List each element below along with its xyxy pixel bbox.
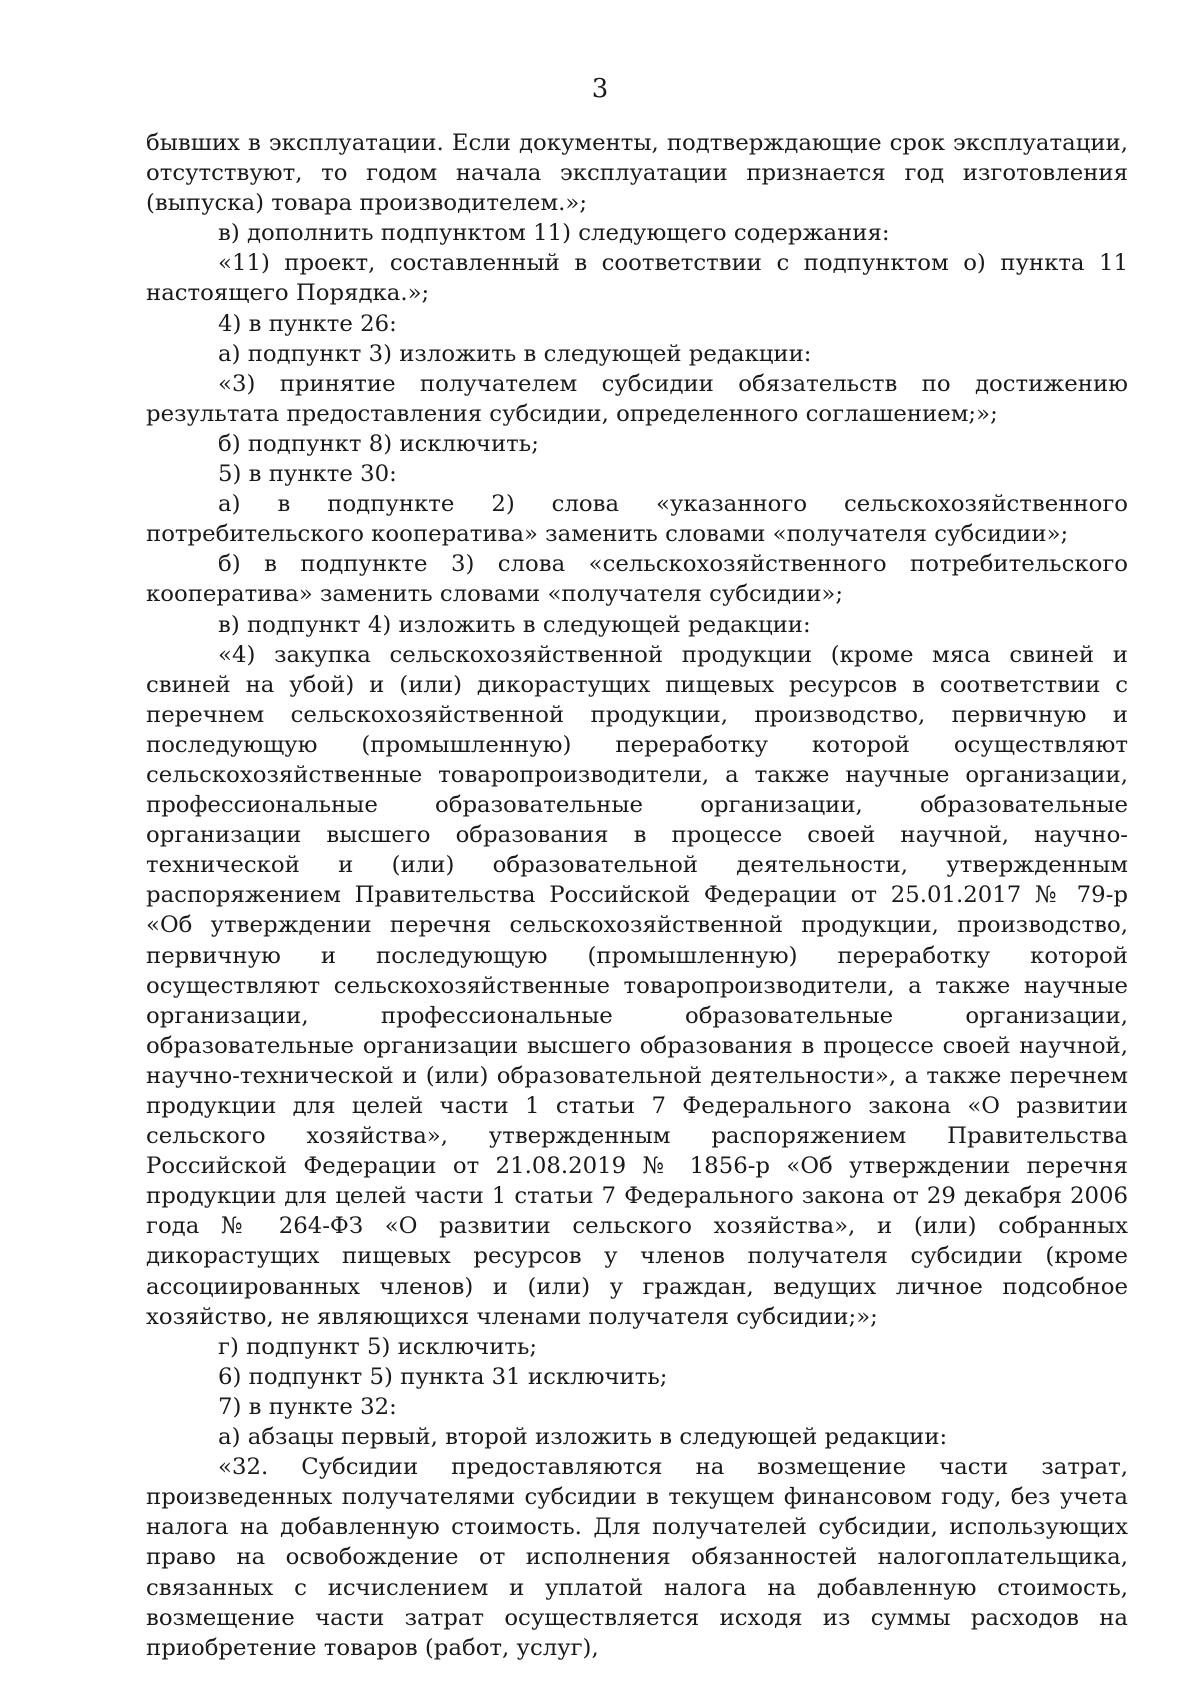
paragraph: 6) подпункт 5) пункта 31 исключить; — [218, 1363, 668, 1390]
paragraph: «11) проект, составленный в соответствии с подпунктом о) пункта 11 настоящего Порядка.»; — [146, 250, 1128, 307]
paragraph: а) в подпункте 2) слова «указанного сельскохозяйственного потребительского кооператива» заменить словами «получателя субсидии»; — [146, 491, 1128, 548]
paragraph: 7) в пункте 32: — [218, 1393, 397, 1420]
paragraph: б) в подпункте 3) слова «сельскохозяйственного потребительского кооператива» заменить словами «получателя субсидии»; — [146, 551, 1128, 608]
paragraph: г) подпункт 5) исключить; — [218, 1333, 538, 1360]
paragraph: «4) закупка сельскохозяйственной продукции (кроме мяса свиней и свиней на убой) и (или) дикорастущих пищевых ресурсов в соответствии с перечнем сельскохозяйственной продукции, производство, первичную и последующую (промышленную) переработку которой осуществляют сельскохозяйственные товаропроизводители, а также научные организации, профессиональные образовательные организации, образовательные организации высшего образования в процессе своей научной, научно-технической и (или) образовательной деятельности, утвержденным распоряжением Правительства Российской Федерации от 25.01.2017 № 79-р «Об утверждении перечня сельскохозяйственной продукции, производство, первичную и последующую (промышленную) переработку которой осуществляют сельскохозяйственные товаропроизводители, а также научные организации, профессиональные образовательные организации, образовательные организации высшего образования в процессе своей научной, научно-технической и (или) образовательной деятельности», а также перечнем продукции для целей части 1 статьи 7 Федерального закона «О развитии сельского хозяйства», утвержденным распоряжением Правительства Российской Федерации от 21.08.2019 № 1856-р «Об утверждении перечня продукции для целей части 1 статьи 7 Федерального закона от 29 декабря 2006 года № 264-ФЗ «О развитии сельского хозяйства», и (или) собранных дикорастущих пищевых ресурсов у членов получателя субсидии (кроме ассоциированных членов) и (или) у граждан, ведущих личное подсобное хозяйство, не являющихся членами получателя субсидии;»; — [146, 641, 1128, 1330]
paragraph: «32. Субсидии предоставляются на возмещение части затрат, произведенных получателями субсидии в текущем финансовом году, без учета налога на добавленную стоимость. Для получателей субсидии, использующих право на освобождение от исполнения обязанностей налогоплательщика, связанных с исчислением и уплатой налога на добавленную стоимость, возмещение части затрат осуществляется исходя из суммы расходов на приобретение товаров (работ, услуг), — [146, 1454, 1128, 1661]
document-body — [146, 128, 1128, 1663]
paragraph: в) дополнить подпунктом 11) следующего содержания: — [218, 220, 890, 247]
paragraph: а) абзацы первый, второй изложить в следующей редакции: — [218, 1424, 948, 1451]
paragraph: б) подпункт 8) исключить; — [218, 430, 539, 457]
paragraph: бывших в эксплуатации. Если документы, подтверждающие срок эксплуатации, отсутствуют, то годом начала эксплуатации признается год изготовления (выпуска) товара производителем.»; — [146, 130, 1128, 217]
page-number: 3 — [591, 74, 609, 104]
paragraph: «3) принятие получателем субсидии обязательств по достижению результата предоставления субсидии, определенного соглашением;»; — [146, 370, 1128, 427]
paragraph: 4) в пункте 26: — [218, 310, 397, 337]
paragraph: 5) в пункте 30: — [218, 461, 397, 488]
paragraph: а) подпункт 3) изложить в следующей редакции: — [218, 340, 812, 367]
paragraph: в) подпункт 4) изложить в следующей редакции: — [218, 611, 811, 638]
